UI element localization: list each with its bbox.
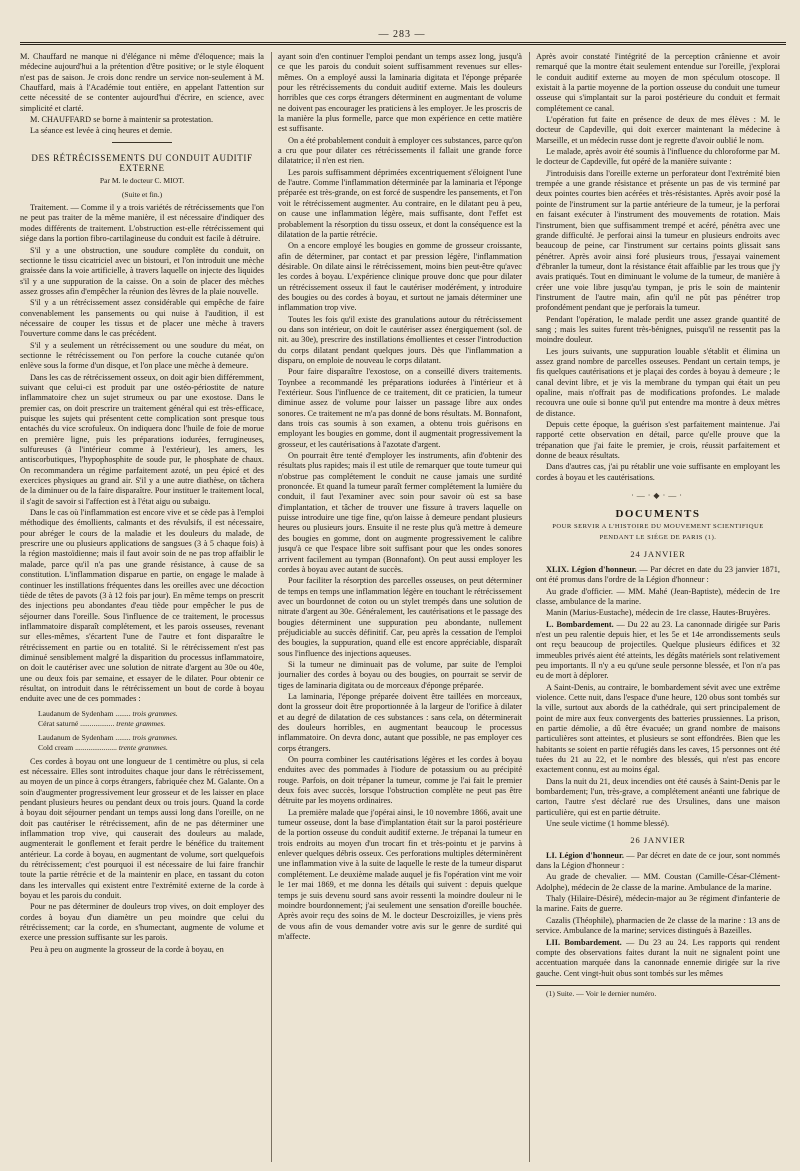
intro-paragraph: M. CHAUFFARD se borne à maintenir sa protestation. <box>30 115 214 125</box>
date-heading: 26 JANVIER <box>630 836 686 846</box>
document-entry <box>536 587 780 608</box>
document-entry <box>536 851 780 872</box>
document-entry <box>536 872 780 893</box>
article-paragraph: Le malade, après avoir été soumis à l'influence du chloroforme par M. le docteur de Capdeville, fut opéré de la manière suivante : <box>536 147 780 167</box>
article-paragraph: Traitement. — Comme il y a trois variétés de rétrécissements que l'on ne peut pas traiter de la même manière, il est nécessaire d'indiquer des modes différents de traitement. L'obstruction est-elle rétrécissement qui siége dans la portion fibro-cartilagineuse du conduit est facile à détruire. <box>20 203 264 244</box>
document-entry <box>536 938 780 979</box>
recipe-quantity: trente grammes. <box>116 718 166 728</box>
entry-text: Manin (Marius-Eustache), médecin de 1re classe, Hautes-Bruyères. <box>546 608 771 618</box>
column-middle <box>278 52 522 1162</box>
article-paragraph: Pour ne pas déterminer de douleurs trop vives, on doit employer des cordes à boyau d'un diamètre un peu moindre que celui du rétrécissement; car la corde, en s'humectant, augmente de volume et exerce une pression suffisante sur les parois. <box>20 902 264 943</box>
recipe-ingredient: Cérat saturné <box>38 718 79 728</box>
article-paragraph: Pour faciliter la résorption des parcelles osseuses, on peut déterminer de temps en temps une inflammation légère en touchant le rétrécissement avec un bourdonnet de coton ou un stylet trempés dans une solution de nitrate d'argent au 30e. Généralement, les cautérisations et le passage des bougies déterminent une suppuration peu abondante, nullement préjudiciable au succès définitif. Car, peu après la cessation de l'emploi des bougies, la suppuration, quand elle est encore appréciable, disparaît sous l'influence des injections aqueuses. <box>278 576 522 658</box>
article-paragraph: Ces cordes à boyau ont une longueur de 1 centimètre ou plus, si cela est nécessaire. Elles sont introduites chaque jour dans le rétrécissement, au moyen de un pince à corps étrangers, fabriquée chez M. Galante. On a soin d'augmenter progressivement leur grosseur et de les laisser en place pendant plusieurs heures ou pendant deux ou trois jours. Quand la corde à boyau doit séjourner pendant un temps aussi long dans l'oreille, on ne doit pas cautériser le rétrécissement, afin de ne pas déterminer une inflammation trop vive, qui causerait des douleurs au malade, augmenterait le gonflement et ferait perdre le bénéfice du traitement antérieur. La corde à boyau, en augmentant de volume, sort quelquefois du rétrécissement; c'est pourquoi il est nécessaire de lui faire franchir toute la partie rétrécie et de la maintenir en place, en tassant du coton dans les intervalles qui existent entre l'extrémité externe de la corde à boyau et les parois du conduit. <box>20 756 264 901</box>
article-byline: Par M. le docteur C. MIOT. <box>99 176 185 186</box>
date-heading: 24 JANVIER <box>630 550 686 560</box>
article-paragraph: Dans les cas de rétrécissement osseux, on doit agir bien différemment, suivant que celui-ci est produit par une ostéo-périostite de nature inflammatoire chez un sujet strumeux ou par une exostose. Dans le premier cas, on doit prescrire un traitement général qui est très-efficace, puisque les sujets qui présentent cette complication sont presque tous entachés du vice scrofuleux. On indiquera donc l'huile de foie de morue en première ligne, puis les préparations iodurées, ferrugineuses, sulfureuses (à l'intérieur comme à l'extérieur), les amers, les antiscorbutiques, l'hypophosphite de soude pur, le phosphate de chaux. On recommandera un régime parfaitement azoté, un peu épicé et des exercices physiques au grand air. S'il y a une autre diathèse, on tâchera de la diminuer ou de la faire disparaître. Pour instituer le traitement local, il s'agit de savoir si l'affection est à l'état aigu ou subaigu. <box>20 372 264 506</box>
footnote-rule <box>536 985 780 986</box>
recipe-line: Cérat saturné .................. trente grammes. <box>38 718 166 728</box>
entry-text: Une seule victime (1 homme blessé). <box>546 819 670 829</box>
article-paragraph: Pour faire disparaître l'exostose, on a conseillé divers traitements. Toynbee a recommandé les préparations iodurées à l'intérieur et à l'extérieur. Sous l'influence de ce traitement, dit ce praticien, la tumeur diminue assez de volume pour laisser un passage libre aux ondes sonores. Ce traitement ne m'a pas donné de bons résultats. M. Bonnafont, dans trois cas soumis à son examen, a obtenu trois guérisons en employant les bougies en gomme, dont il augmentait progressivement la grosseur, et les cautérisations à l'azotate d'argent. <box>278 367 522 449</box>
article-paragraph: La première malade que j'opérai ainsi, le 10 novembre 1866, avait une tumeur osseuse, dont la base d'implantation était sur la paroi postérieure de la portion osseuse du conduit auditif externe. Je trépanai la tumeur en trois endroits au moyen d'un trocart fin et très-pointu et je parvins à enlever quelques débris osseux. Ces perforations multiples déterminèrent une inflammation vive à la suite de laquelle le reste de la tumeur disparut complétement. Le deuxième malade auquel je fis l'opération vint me voir le 1er mai 1869, et me donna les détails qui suivent : depuis quelque temps je suis devenu sourd sans avoir ressenti la moindre douleur ni le moindre bourdonnement; j'ai seulement une sensation d'oreille bouchée. Après avoir reçu des soins de M. le docteur Descroizilles, je viens près de vous afin de vous demander votre avis sur le genre de surdité qui m'affecte. <box>278 807 522 941</box>
article-paragraph: Après avoir constaté l'intégrité de la perception crânienne et avoir remarqué que la montre était seulement entendue sur l'oreille, j'explorai le conduit auditif externe au moyen de mon spéculum otoscope. Il existait à la partie moyenne de la portion osseuse du conduit une tumeur osseuse qui s'implantait sur la paroi postérieure du conduit et fermait complétement ce canal. <box>536 52 780 113</box>
article-paragraph: Les jours suivants, une suppuration louable s'établit et élimina un assez grand nombre de parcelles osseuses. Pendant un certain temps, je fis quelques cautérisations et je plaçai des cordes à boyau à demeure ; le canal devint libre, et je vis la membrane du tympan qui était un peu opaline, mais n'offrait pas de modifications profondes. Le malade recouvra une ouïe si bonne qu'il put entendre ma montre à deux mètres de distance. <box>536 346 780 418</box>
article-paragraph: On a été probablement conduit à employer ces substances, parce qu'on a cru que pour dilater ces rétrécissements il fallait une grande force dilatatrice; il n'en est rien. <box>278 135 522 166</box>
entry-text: — Du 22 au 23. La canonnade dirigée sur Paris n'est un peu ralentie depuis hier, et les 5e et 14e arrondissements seuls ont reçu beaucoup de projectiles. Quelque plusieurs édifices et 32 immeubles privés aient été atteints, les dégâts matériels sont relativement peu importants. Il n'y a eu qu'une seule personne blessée, et l'on n'a pas eu de mort à déplorer. <box>536 619 780 681</box>
entry-heading: L. Bombardement. <box>546 619 614 629</box>
article-paragraph: On a encore employé les bougies en gomme de grosseur croissante, afin de déterminer, par contact et par pression légère, l'inflammation désirable. On dilate ainsi le rétrécissement, moins bien peut-être qu'avec les cordes à boyau. L'expérience clinique prouve donc que pour dilater un rétrécissement osseux il faut le cautériser modérément, y introduire des bougies ou des cordes à boyau, et surtout ne jamais déterminer une inflammation trop vive. <box>278 241 522 313</box>
entry-text: A Saint-Denis, au contraire, le bombardement sévit avec une extrême violence. Cette nuit, dans l'espace d'une heure, 120 obus sont tombés sur la ville, surtout aux abords de la cathédrale, qui sert principalement de point de mire aux feux convergents des batteries prussiennes. La prison, en partie démolie, a dû être évacuée; un grand nombre de maisons particulières sont atteintes, et plusieurs se sont effondrées. Bien que les habitants se soient en partie réfugiés dans les caves, 15 personnes ont été tuées du 21 au 22, et le nombre des blessés, qui n'est pas encore exactement connu, est au moins égal. <box>536 682 780 775</box>
section-divider <box>112 142 172 143</box>
intro-paragraph: M. Chauffard ne manque ni d'élégance ni même d'éloquence; mais la médecine aujourd'hui a la prétention d'être positive; or le style éloquent n'est pas de saison. Je crois donc rendre un service non-seulement à M. Chauffard, mais à l'Académie tout entière, en appelant l'attention sur cette nécessité de se contenter aujourd'hui d'écrire, en science, avec simplicité et clarté. <box>20 52 264 113</box>
document-entry <box>536 777 780 818</box>
article-paragraph: Peu à peu on augmente la grosseur de la corde à boyau, en <box>30 944 224 954</box>
article-paragraph: On pourra combiner les cautérisations légères et les cordes à boyau enduites avec des pommades à l'iodure de potassium ou au précipité rouge. Parfois, on doit trépaner la tumeur, comme je l'ai fait le premier deux fois avec succès, lorsque l'obstruction complète ne peut pas être détruite par les moyens ordinaires. <box>278 755 522 806</box>
recipe-line: Laudanum de Sydenham ........ trois grammes. <box>38 732 178 742</box>
article-paragraph: Toutes les fois qu'il existe des granulations autour du rétrécissement ou dans son intérieur, on doit le cautériser assez énergiquement (sol. de nit. au 30e), prescrire des instillations émollientes et cesser l'introduction du corps dilatant pendant quelques jours. Dès que l'inflammation a disparu, on emploie de nouveau le corps dilatant. <box>278 314 522 365</box>
article-paragraph: S'il y a un rétrécissement assez considérable qui empêche de faire convenablement les pansements ou qui nuise à l'audition, il est nécessaire de couper les tissus et de placer une mèche à travers l'ouverture comme dans le cas précédent. <box>20 298 264 339</box>
article-paragraph: Les parois suffisamment déprimées excentriquement s'éloignent l'une de l'autre. Comme l'inflammation déterminée par la laminaria et l'éponge préparée est très-grande, on est forcé de suspendre les pansements, et l'on voit le rétrécissement augmenter. Au contraire, en le dilatant peu à peu, on cause une inflammation légère, mais suffisante, dont l'effet est probablement la résorption du tissu osseux, et dont la conséquence est la dilatation de la partie rétrécie. <box>278 167 522 239</box>
column-divider <box>529 52 530 1162</box>
article-paragraph: Depuis cette époque, la guérison s'est parfaitement maintenue. J'ai rapporté cette observation en détail, parce qu'elle prouve que la trépanation que j'ai faite le premier, je crois, réussit parfaitement et donne de beaux résultats. <box>536 420 780 461</box>
entry-text: Thaly (Hilaire-Désiré), médecin-major au 3e régiment d'infanterie de la marine. Faits de guerre. <box>536 894 780 914</box>
article-paragraph: S'il y a une obstruction, une soudure complète du conduit, on sectionne le tissu cicatriciel avec un bistouri, et l'on introduit une mèche graissée dans la voie artificielle, à travers laquelle on injecte des liquides s'il y a une suppuration de la caisse. On a soin de placer des mèches assez grosses afin d'empêcher la réunion des lèvres de la plaie nouvelle. <box>20 245 264 296</box>
article-continuation: (Suite et fin.) <box>121 189 163 199</box>
recipe-ingredient: Laudanum de Sydenham <box>38 732 114 742</box>
header-rule <box>20 42 786 45</box>
document-entry <box>536 916 780 937</box>
document-entry <box>536 620 780 682</box>
documents-subtitle: PENDANT LE SIÉGE DE PARIS (1). <box>599 534 717 542</box>
recipe-quantity: trente grammes. <box>118 742 168 752</box>
article-paragraph: On pourrait être tenté d'employer les instruments, afin d'obtenir des résultats plus rapides; mais il est utile de remarquer que toute tumeur qui n'obstrue pas complétement le conduit ne cause jamais une surdité prononcée. Et quand la tumeur paraît fermer complétement la lumière du conduit, il faut l'examiner avec soin pour savoir où est sa base d'implantation, et tâcher de trouver une fissure à travers laquelle on puisse introduire une tige fine, qu'on laisse à demeure pendant plusieurs heures ou plusieurs jours. Ensuite il ne reste plus qu'à mettre à demeure des bougies en gomme, dont on augmente progressivement le calibre jusqu'à ce que l'espace libre soit suffisant pour que les ondes sonores arrivent facilement au tympan (Bonnafont). On peut aussi employer les cordes à boyau avec autant de succès. <box>278 451 522 574</box>
article-title: DES RÉTRÉCISSEMENTS DU CONDUIT AUDITIF EXTERNE <box>31 152 253 174</box>
ornament-divider: ·—·◆·—· <box>631 491 685 501</box>
article-paragraph: S'il y a seulement un rétrécissement ou une soudure du méat, on sectionne le rétrécissement ou l'on perfore la couche cutanée qu'on enlève sous la forme d'un disque, et l'on place une mèche à demeure. <box>20 340 264 371</box>
entry-text: Dans la nuit du 21, deux incendies ont été causés à Saint-Denis par le bombardement; l'un, très-grave, a complétement anéanti une fabrique de carton, l'autre s'est déclaré rue des Ursulines, dans une maison particulière, qui est en partie détruite. <box>536 776 780 817</box>
footnote: (1) Suite. — Voir le dernier numéro. <box>546 988 657 998</box>
document-entry <box>536 683 780 776</box>
entry-text: Au grade de chevalier. — MM. Coustan (Camille-César-Clément-Adolphe), médecin de 2e classe de la marine. Ambulance de la marine. <box>536 872 780 892</box>
entry-heading: XLIX. Légion d'honneur. <box>546 564 637 574</box>
entry-text: Au grade d'officier. — MM. Mahé (Jean-Baptiste), médecin de 1re classe, ambulance de la marine. <box>536 586 780 606</box>
recipe-line: Cold cream ...................... trente grammes. <box>38 742 168 752</box>
entry-text: — Du 23 au 24. Les rapports qui rendent compte des observations faites durant la nuit ne signalent point une accentuation marquée dans la canonnade ennemie dirigée sur la rive gauche. Cent vingt-huit obus sont tombés sur les mêmes <box>536 937 780 978</box>
column-divider <box>271 52 272 1162</box>
article-paragraph: Si la tumeur ne diminuait pas de volume, par suite de l'emploi journalier des cordes à boyau ou des bougies, on pourrait se servir de tiges de laminaria digitata ou de morceaux d'éponge préparée. <box>278 659 522 690</box>
column-right <box>536 52 780 1162</box>
document-entry <box>536 894 780 915</box>
article-paragraph: Pendant l'opération, le malade perdit une assez grande quantité de sang ; mais les suites furent très-bénignes, puisqu'il ne ressentit pas la moindre douleur. <box>536 314 780 345</box>
entries-24-janvier <box>536 565 780 830</box>
article-paragraph: ayant soin d'en continuer l'emploi pendant un temps assez long, jusqu'à ce que les parois du conduit soient suffisamment revenues sur elles-mêmes. On a employé aussi la laminaria digitata et l'éponge préparée pour les rétrécissements du conduit auditif externe. Mais les douleurs horribles que ces corps étrangers déterminent en augmentant de volume ne doivent pas encourager les praticiens à les employer. Je les proscris de la manière la plus formelle, parce que mon expérience en cette matière est suffisante. <box>278 52 522 134</box>
recipe-ingredient: Laudanum de Sydenham <box>38 708 114 718</box>
recipe-quantity: trois grammes. <box>132 732 178 742</box>
page-number: — 283 — <box>378 29 426 40</box>
article-paragraph: Dans le cas où l'inflammation est encore vive et se cède pas à l'emploi méthodique des émollients, calmants et des révulsifs, il est nécessaire, pour abréger le cours de la maladie et les douleurs du malade, de prescrire une ou plusieurs applications de sangsues (3 à 5 chaque fois) à la région mastoïdienne; mais il faut avoir soin de ne pas trop affaiblir le malade, parce qu'il n'a pas une grande résistance, à cause de sa constitution. L'inflammation disparue en partie, on engage le malade à continuer les instillations fréquentes dans les oreilles avec une décoction tiède de têtes de pavots (3 à 12 fois par jour). En même temps on prescrit des injections peu abondantes d'eau tiède pour empêcher le pus de séjourner dans l'oreille. Sous l'influence de ce traitement, le processus inflammatoire disparaît complétement, et les parois osseuses, revenant sur elles-mêmes, s'écartent l'une de l'autre et font disparaître le rétrécissement en partie ou en totalité. Si le rétrécissement n'est pas diminué sensiblement malgré la disparition du processus inflammatoire, on doit le cautériser avec une solution de nitrate d'argent au 30e ou 40e, une ou deux fois par semaine, et essayer de le dilater. Pour obtenir ce résultat, on introduit dans le rétrécissement un bout de corde à boyau enduite avec une de ces pommades : <box>20 508 264 704</box>
column-left <box>20 52 264 1162</box>
entry-text: — Par décret en date du 23 janvier 1871, ont été promus dans l'ordre de la Légion d'honneur : <box>536 564 780 585</box>
article-paragraph: Dans d'autres cas, j'ai pu rétablir une voie suffisante en employant les cordes à boyau et les cautérisations. <box>536 462 780 482</box>
recipe-b <box>38 733 264 753</box>
document-entry <box>536 608 780 618</box>
article-paragraph: J'introduisis dans l'oreille externe un perforateur dont l'extrémité bien trempée a une grande résistance et présente un pas de vis terminé par deux pointes courtes bien acérées et très-résistantes. Après avoir posé la pointe de l'instrument sur la partie antérieure de la tumeur, je la perforai en faisant exécuter à l'instrument des mouvements de rotation. Mais l'instrument, bien que suffisamment trempé et acéré, pénétra avec une grande difficulté. Je perforai ainsi la tumeur en plusieurs endroits avec beaucoup de peine, car l'instrument sur certains points glissait sans pénétrer. Après avoir ainsi foré plusieurs trous, j'essayai vainement d'ébranler la tumeur, dont la résistance était affaiblie par les trous que j'y avais pratiqués. Tout en diminuant le volume de la tumeur, de manière à créer une voie libre jusqu'au tympan, je pris le soin de maintenir l'instrument de l'autre main, afin qu'il ne pût pas pénétrer trop profondément pendant que je perforais la tumeur. <box>536 168 780 313</box>
intro-paragraph: La séance est levée à cinq heures et demie. <box>30 126 173 136</box>
article-paragraph: L'opération fut faite en présence de deux de mes élèves : M. le docteur de Capdeville, qui doit exercer maintenant la médecine à Marseille, et un médecin russe dont je regrette d'avoir oublié le nom. <box>536 115 780 145</box>
entry-heading: LII. Bombardement. <box>546 937 622 947</box>
recipe-a <box>38 709 264 729</box>
recipe-quantity: trois grammes. <box>132 708 178 718</box>
entry-text: Cazalis (Théophile), pharmacien de 2e classe de la marine : 13 ans de service. Ambulance de la marine; services distingués à Bazeilles. <box>536 915 780 936</box>
newspaper-page <box>12 0 792 1171</box>
entry-text: — Par décret en date de ce jour, sont nommés dans la Légion d'honneur : <box>536 850 780 871</box>
documents-subtitle: POUR SERVIR A L'HISTOIRE DU MOUVEMENT SCIENTIFIQUE <box>552 522 764 530</box>
document-entry <box>536 565 780 586</box>
recipe-ingredient: Cold cream <box>38 742 74 752</box>
entries-26-janvier <box>536 851 780 979</box>
entry-heading: LI. Légion d'honneur. <box>546 850 624 860</box>
document-entry <box>536 819 780 829</box>
recipe-line: Laudanum de Sydenham ........ trois grammes. <box>38 708 178 718</box>
documents-title: DOCUMENTS <box>615 508 701 521</box>
article-paragraph: La laminaria, l'éponge préparée doivent être taillées en morceaux, dont la grosseur doit être proportionnée à la largeur de l'orifice à dilater et au degré de dilatation de ces substances : sans cela, on déterminerait des douleurs horribles, en augmentant beaucoup le processus inflammatoire. On devra donc, autant que possible, ne pas employer ces corps étrangers. <box>278 691 522 753</box>
